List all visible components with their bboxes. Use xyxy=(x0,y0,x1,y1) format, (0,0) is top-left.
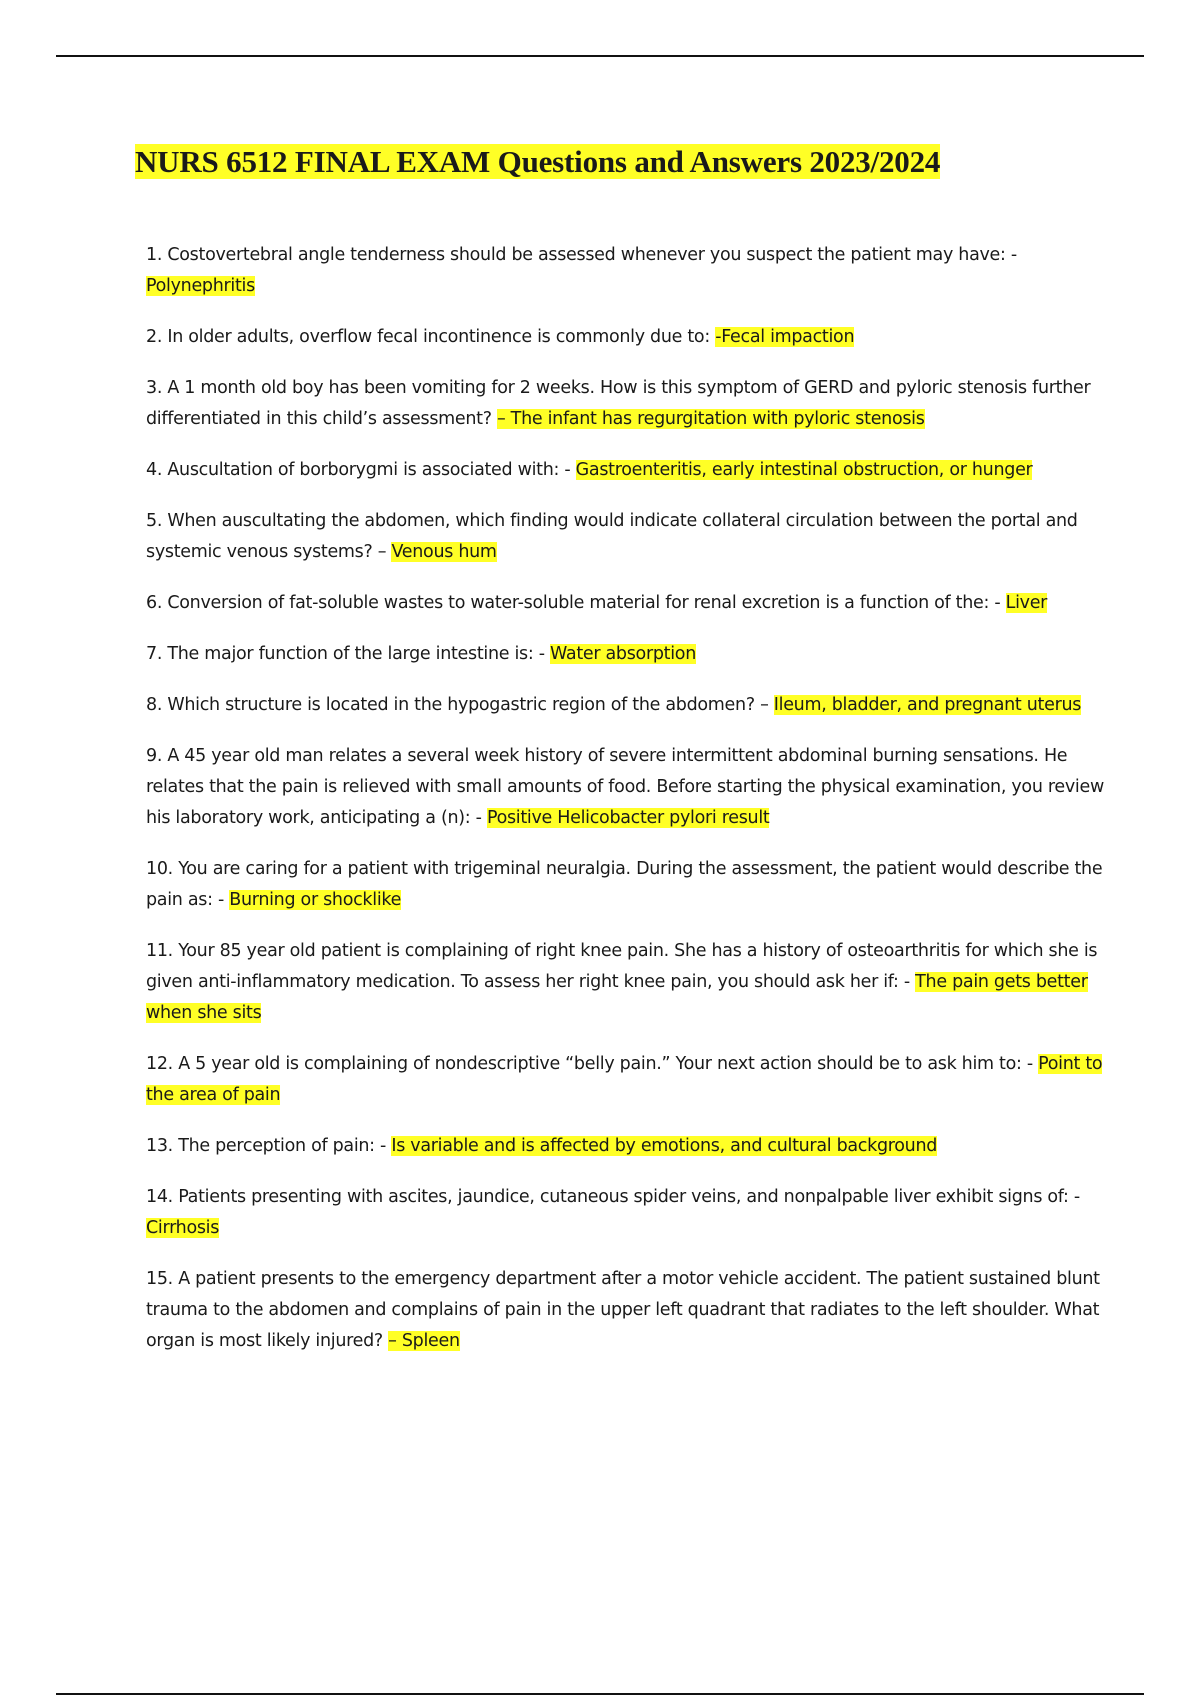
question-item xyxy=(146,322,1106,353)
question-text: 4. Auscultation of borborygmi is associated with: - xyxy=(146,460,571,480)
question-list xyxy=(146,240,1106,1377)
question-text: 5. When auscultating the abdomen, which finding would indicate collateral circulation between the portal and systemic venous systems? – xyxy=(146,511,1078,562)
question-text: 14. Patients presenting with ascites, jaundice, cutaneous spider veins, and nonpalpable liver exhibit signs of: - xyxy=(146,1187,1080,1207)
question-item xyxy=(146,240,1106,302)
question-item xyxy=(146,455,1106,486)
answer-highlight: -Fecal impaction xyxy=(715,327,855,347)
question-text: 12. A 5 year old is complaining of nondescriptive “belly pain.” Your next action should be to ask him to: - xyxy=(146,1054,1033,1074)
question-item xyxy=(146,1264,1106,1357)
question-text: 8. Which structure is located in the hypogastric region of the abdomen? – xyxy=(146,695,769,715)
answer-highlight: Burning or shocklike xyxy=(229,890,402,910)
question-text: 3. A 1 month old boy has been vomiting for 2 weeks. How is this symptom of GERD and pyloric stenosis further differentiated in this child’s assessment? xyxy=(146,378,1091,429)
question-text: 10. You are caring for a patient with trigeminal neuralgia. During the assessment, the patient would describe the pain as: - xyxy=(146,859,1103,910)
question-item xyxy=(146,690,1106,721)
question-item xyxy=(146,741,1106,834)
answer-highlight: Liver xyxy=(1005,593,1048,613)
answer-highlight: Water absorption xyxy=(550,644,696,664)
question-item xyxy=(146,1131,1106,1162)
answer-highlight: – Spleen xyxy=(388,1331,460,1351)
page-bottom-rule xyxy=(56,1693,1144,1695)
question-item xyxy=(146,639,1106,670)
answer-highlight: Cirrhosis xyxy=(146,1218,220,1238)
answer-highlight: Positive Helicobacter pylori result xyxy=(486,808,770,828)
answer-highlight: The pain gets better when she sits xyxy=(146,972,1088,1023)
question-item xyxy=(146,373,1106,435)
question-text: 13. The perception of pain: - xyxy=(146,1136,387,1156)
answer-highlight: Point to the area of pain xyxy=(146,1054,1103,1105)
question-text: 1. Costovertebral angle tenderness should be assessed whenever you suspect the patient may have: - xyxy=(146,245,1017,265)
question-text: 2. In older adults, overflow fecal incontinence is commonly due to: xyxy=(146,327,710,347)
question-item xyxy=(146,1049,1106,1111)
question-text: 15. A patient presents to the emergency department after a motor vehicle accident. The patient sustained blunt trauma to the abdomen and complains of pain in the upper left quadrant that radiates to the left shoulder. What organ is most likely injured? xyxy=(146,1269,1100,1351)
question-item xyxy=(146,936,1106,1029)
question-text: 6. Conversion of fat-soluble wastes to water-soluble material for renal excretion is a function of the: - xyxy=(146,593,1001,613)
answer-highlight: – The infant has regurgitation with pyloric stenosis xyxy=(496,409,925,429)
page-top-rule xyxy=(56,55,1144,57)
title-highlight: NURS 6512 FINAL EXAM Questions and Answers 2023/2024 xyxy=(135,144,941,179)
answer-highlight: Polynephritis xyxy=(146,276,255,296)
answer-highlight: Venous hum xyxy=(391,542,497,562)
question-text: 9. A 45 year old man relates a several week history of severe intermittent abdominal burning sensations. He relates that the pain is relieved with small amounts of food. Before starting the physical examination, you review his laboratory work, anticipating a (n): - xyxy=(146,746,1104,828)
answer-highlight: Is variable and is affected by emotions, and cultural background xyxy=(391,1136,938,1156)
question-item xyxy=(146,588,1106,619)
document-title xyxy=(135,140,940,184)
question-text: 7. The major function of the large intestine is: - xyxy=(146,644,545,664)
question-item xyxy=(146,854,1106,916)
answer-highlight: Ileum, bladder, and pregnant uterus xyxy=(773,695,1082,715)
question-item xyxy=(146,506,1106,568)
answer-highlight: Gastroenteritis, early intestinal obstruction, or hunger xyxy=(575,460,1033,480)
question-item xyxy=(146,1182,1106,1244)
question-text: 11. Your 85 year old patient is complaining of right knee pain. She has a history of osteoarthritis for which she is given anti-inflammatory medication. To assess her right knee pain, you should ask her if: - xyxy=(146,941,1098,992)
